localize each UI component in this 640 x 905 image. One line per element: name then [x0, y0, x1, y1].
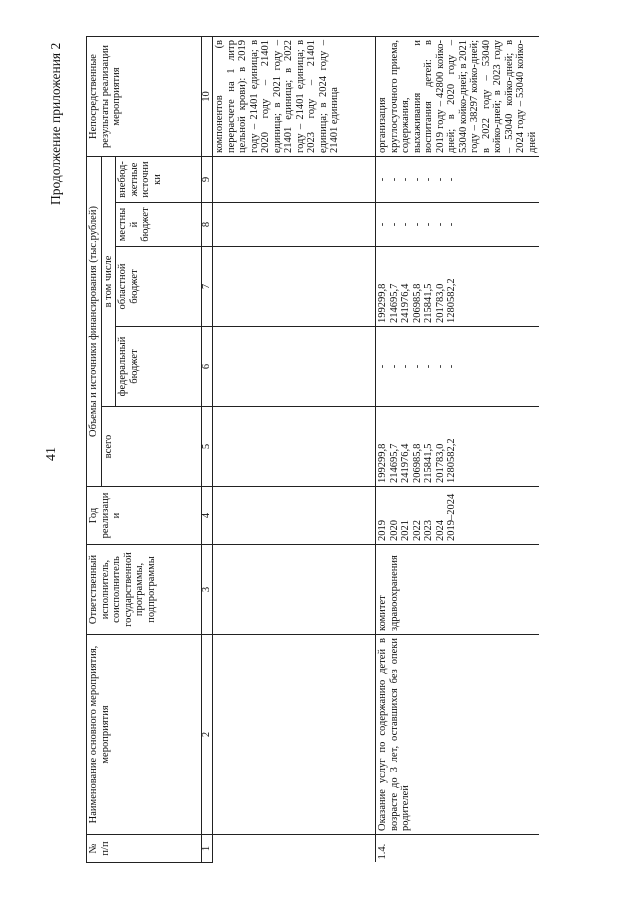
- offbudget-value: -: [446, 177, 457, 182]
- regional-value: 206985,8: [411, 283, 423, 323]
- header-year: Год реализации: [87, 487, 202, 545]
- offbudget-value: -: [400, 177, 411, 182]
- year-value: 2019–2024: [446, 493, 457, 541]
- offbudget-value: -: [423, 177, 434, 182]
- header-regional: областной бюджет: [116, 247, 202, 327]
- year-value: 2023: [423, 520, 434, 541]
- year-value: 2019: [377, 520, 388, 541]
- column-number: 10: [202, 36, 213, 156]
- year-value: 2020: [388, 520, 400, 541]
- column-number: 5: [202, 407, 213, 487]
- column-number: 2: [202, 635, 213, 835]
- offbudget-value: -: [388, 177, 400, 182]
- header-total: всего: [101, 407, 202, 487]
- header-federal: федеральный бюджет: [116, 327, 202, 407]
- total-value: 1280582,2: [446, 438, 457, 483]
- column-number: 7: [202, 247, 213, 327]
- federal-value: -: [423, 364, 434, 369]
- header-offbudget: внебюд- жетные источники: [116, 156, 202, 202]
- header-results: Непосредственные результаты реализации мероприятия: [87, 36, 202, 156]
- total-value: 206985,8: [411, 443, 423, 483]
- row-local: [376, 203, 540, 247]
- row-num: 1.4.: [376, 835, 540, 863]
- offbudget-value: -: [377, 177, 388, 182]
- row-federal: [376, 327, 540, 407]
- header-funding: Объемы и источники финансирования (тыс.рублей): [87, 156, 102, 486]
- offbudget-value: -: [411, 177, 423, 182]
- regional-value: 1280582,2: [446, 278, 457, 323]
- header-num: № п/п: [87, 835, 202, 863]
- column-number: 1: [202, 835, 213, 863]
- row-offbudget: [376, 156, 540, 202]
- total-value: 201783,0: [434, 443, 446, 483]
- column-number: 9: [202, 156, 213, 202]
- regional-value: 199299,8: [377, 283, 388, 323]
- regional-value: 241976,4: [400, 283, 411, 323]
- header-row-1: [87, 36, 102, 862]
- offbudget-value: -: [434, 177, 446, 182]
- row-responsible: комитет здравоохранения: [376, 545, 540, 635]
- local-value: -: [377, 222, 388, 227]
- row-total: [376, 407, 540, 487]
- total-value: 199299,8: [377, 443, 388, 483]
- local-value: -: [423, 222, 434, 227]
- row-name: Оказание услуг по содержанию детей в возрасте до 3 лет, оставшихся без опеки родителей: [376, 635, 540, 835]
- page-number: 41: [44, 447, 59, 461]
- total-value: 215841,5: [423, 443, 434, 483]
- federal-value: -: [446, 364, 457, 369]
- regional-value: 201783,0: [434, 283, 446, 323]
- local-value: -: [446, 222, 457, 227]
- row-results: организация круглосуточного приема, содержания, выхаживания и воспитания детей: в 2019 году – 42800 койко-дней; в 2020 году – 53040 койко-дней; в 2021 году – 38297 койко-дней; в 2022 году – 53040 койко-дней; в 2023 году – 53040 койко-дней; в 2024 году – 53040 койко-дней: [376, 36, 540, 156]
- total-value: 214695,7: [388, 443, 400, 483]
- header-local: местный бюджет: [116, 203, 202, 247]
- continuation-label: Продолжение приложения 2: [48, 42, 63, 205]
- federal-value: -: [434, 364, 446, 369]
- local-value: -: [434, 222, 446, 227]
- header-name: Наименование основного мероприятия, мероприятия: [87, 635, 202, 835]
- continued-row: [213, 36, 376, 862]
- year-value: 2024: [434, 520, 446, 541]
- federal-value: -: [400, 364, 411, 369]
- column-number-row: [202, 36, 213, 862]
- header-including: в том числе: [101, 156, 116, 406]
- table-row: [376, 36, 540, 862]
- local-value: -: [411, 222, 423, 227]
- local-value: -: [400, 222, 411, 227]
- year-value: 2021: [400, 520, 411, 541]
- federal-value: -: [377, 364, 388, 369]
- column-number: 3: [202, 545, 213, 635]
- header-responsible: Ответственный исполнитель, соисполнитель государственной программы, подпрограммы: [87, 545, 202, 635]
- column-number: 6: [202, 327, 213, 407]
- column-number: 4: [202, 487, 213, 545]
- program-table: [86, 36, 539, 863]
- prev-row-results: компонентов (в перерасчете на 1 литр цельной крови): в 2019 году – 21401 единица; в 2020 году – 21401 единица; в 2021 году – 21401 единица; в 2022 году – 21401 единица; в 2023 году – 21401 единица; в 2024 году – 21401 единица: [213, 36, 376, 156]
- local-value: -: [388, 222, 400, 227]
- row-regional: [376, 247, 540, 327]
- year-value: 2022: [411, 520, 423, 541]
- federal-value: -: [411, 364, 423, 369]
- regional-value: 215841,5: [423, 283, 434, 323]
- regional-value: 214695,7: [388, 283, 400, 323]
- total-value: 241976,4: [400, 443, 411, 483]
- federal-value: -: [388, 364, 400, 369]
- row-years: [376, 487, 540, 545]
- column-number: 8: [202, 203, 213, 247]
